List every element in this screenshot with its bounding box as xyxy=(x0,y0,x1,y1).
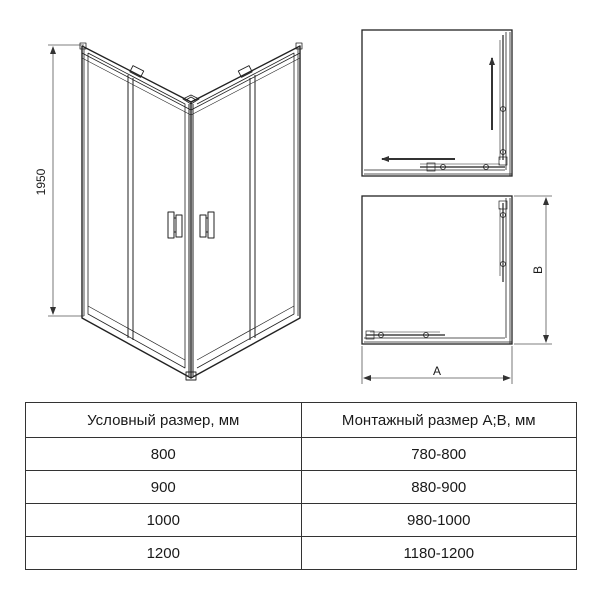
left-panel xyxy=(82,46,191,378)
table-cell-installation: 1180-1200 xyxy=(301,537,577,570)
right-panel xyxy=(191,46,300,378)
table-cell-installation: 980-1000 xyxy=(301,504,577,537)
dimension-a-label: A xyxy=(432,364,442,378)
table-cell-installation: 880-900 xyxy=(301,471,577,504)
table-cell-nominal: 800 xyxy=(26,438,302,471)
table-cell-nominal: 1200 xyxy=(26,537,302,570)
height-label: 1950 xyxy=(34,168,48,196)
handle-right xyxy=(200,212,214,238)
dimension-b-label: B xyxy=(531,265,545,275)
top-view-dimensions xyxy=(362,196,552,384)
handle-left xyxy=(168,212,182,238)
column-header-installation-size: Монтажный размер А;В, мм xyxy=(301,403,577,438)
table-header-row xyxy=(26,403,577,438)
table-row xyxy=(26,537,577,570)
table-cell-nominal: 1000 xyxy=(26,504,302,537)
table-row xyxy=(26,471,577,504)
table-cell-installation: 780-800 xyxy=(301,438,577,471)
size-table xyxy=(25,402,577,570)
enclosure-perspective-view xyxy=(80,43,302,380)
top-view-opening xyxy=(362,30,512,176)
table-row xyxy=(26,504,577,537)
table-row xyxy=(26,438,577,471)
column-header-nominal-size: Условный размер, мм xyxy=(26,403,302,438)
table-cell-nominal: 900 xyxy=(26,471,302,504)
height-dimension xyxy=(48,45,84,316)
